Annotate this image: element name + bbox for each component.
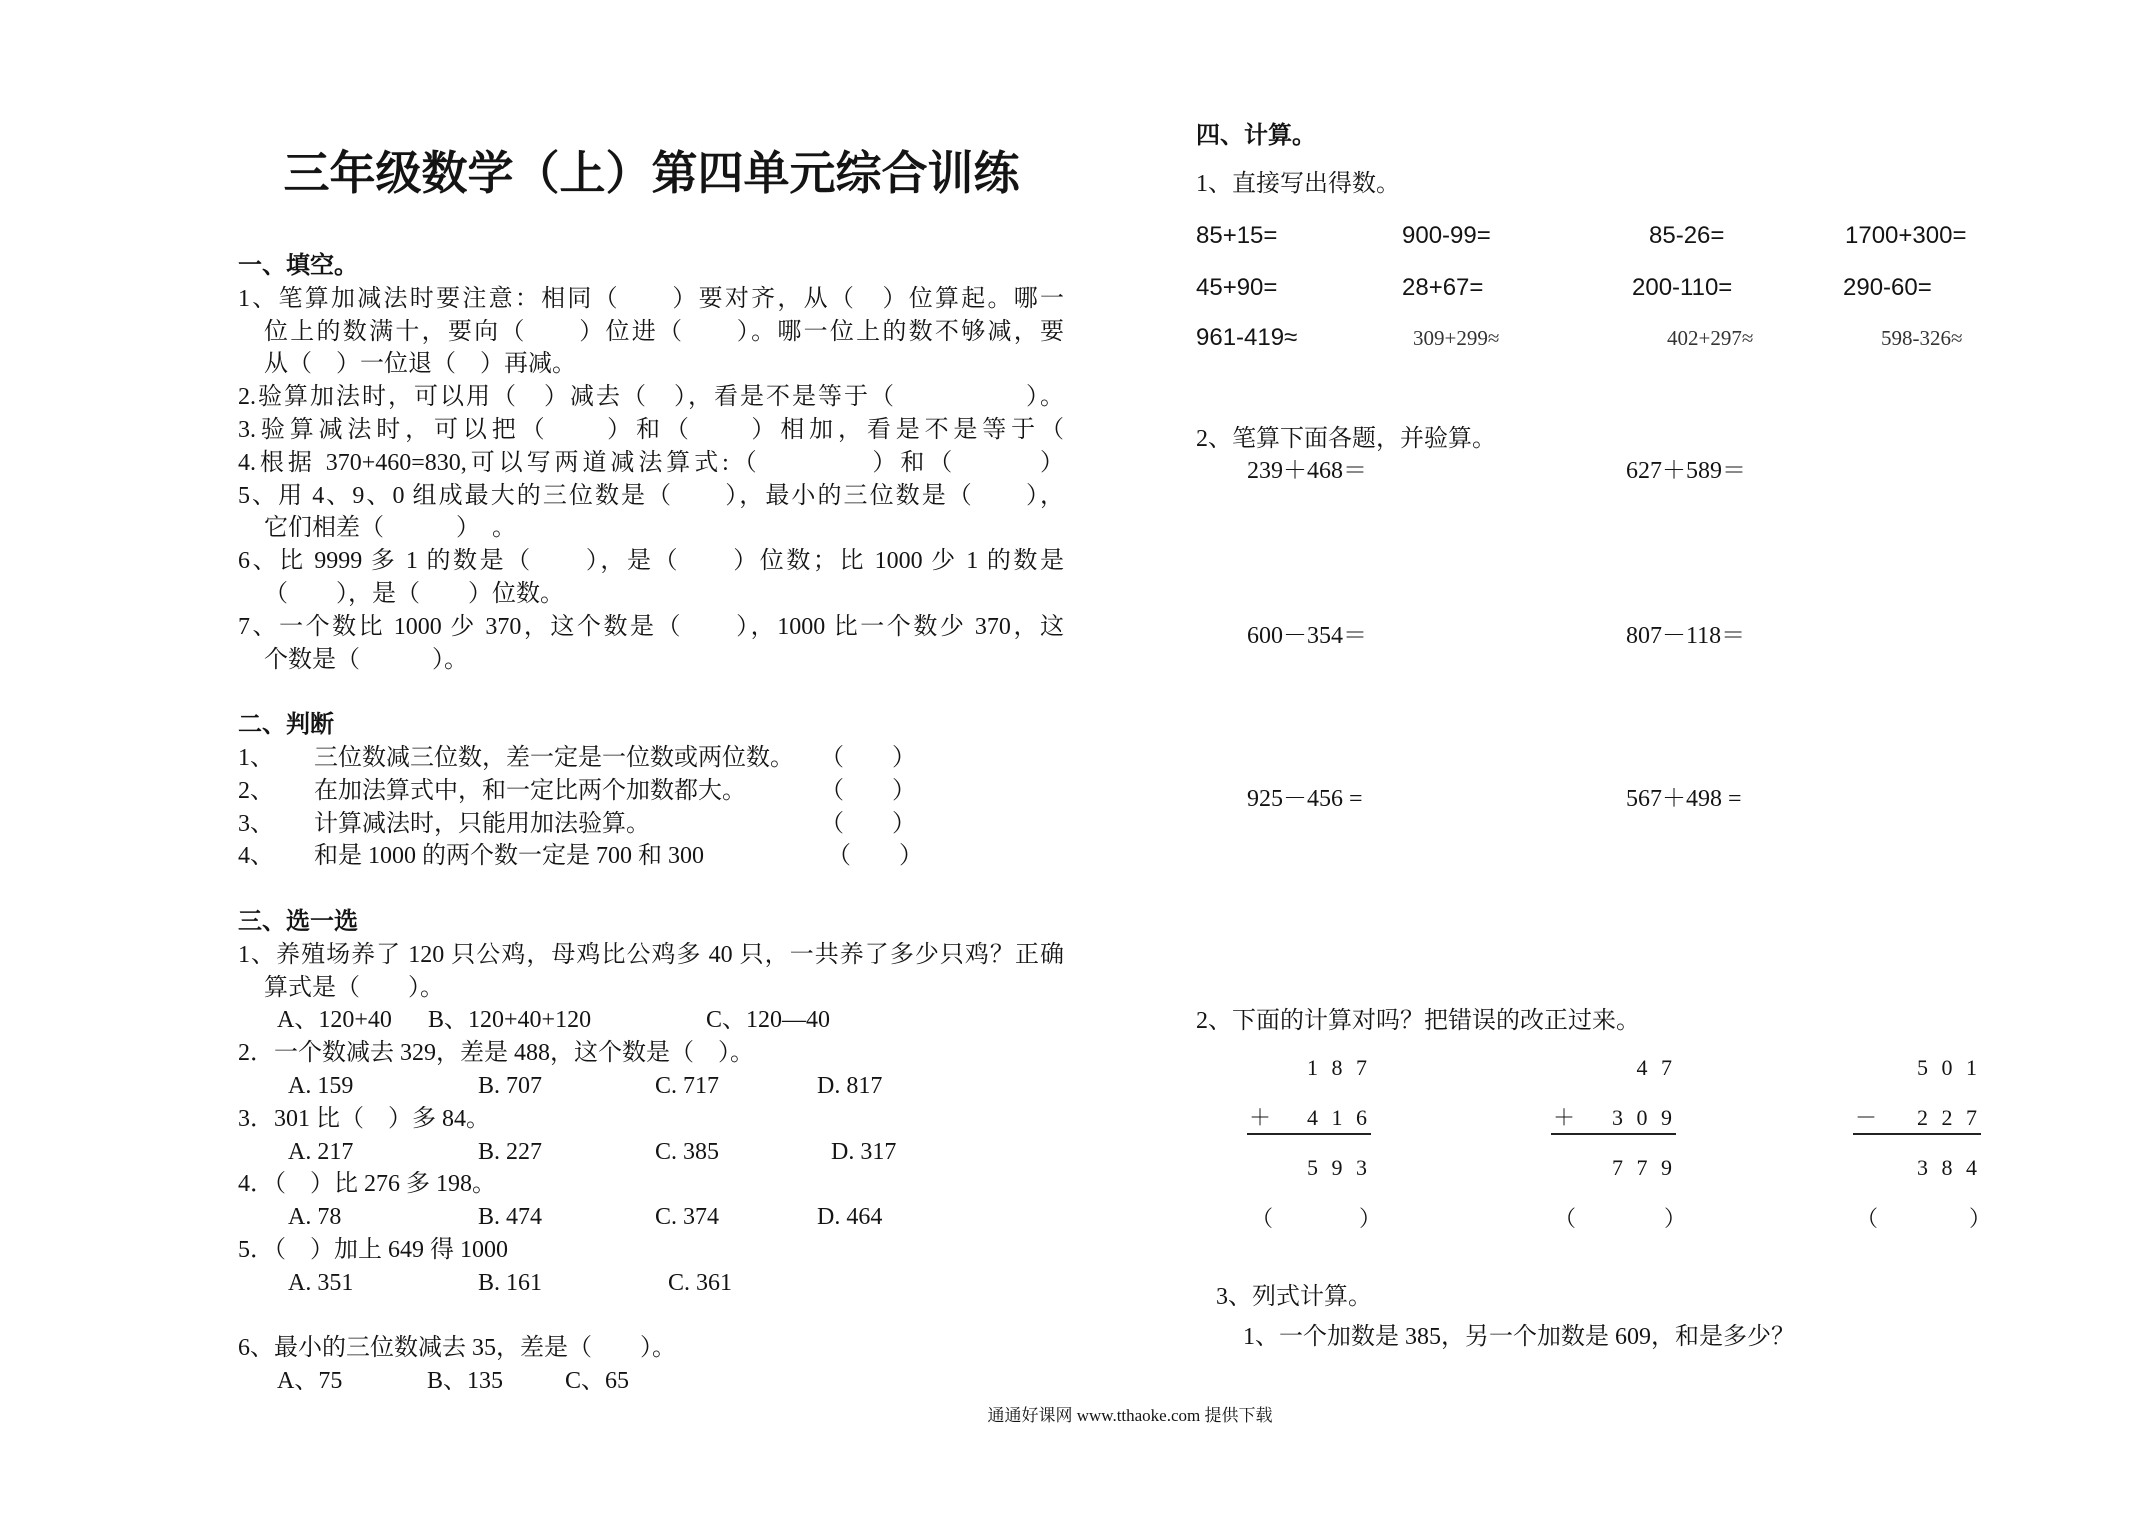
choice-option-a: A、120+40: [277, 1007, 392, 1034]
fill-line: 1、笔算加减法时要注意：相同（ ）要对齐，从（ ）位算起。哪一: [238, 285, 1064, 312]
written-calc-item: 600－354＝: [1247, 623, 1367, 649]
direct-calc-item: 200-110=: [1632, 274, 1733, 301]
check-calc-label: 2、下面的计算对吗？把错误的改正过来。: [1196, 1008, 1640, 1034]
fill-line: （ ），是（ ）位数。: [264, 580, 564, 607]
direct-calc-item: 1700+300=: [1845, 222, 1967, 249]
result-number: 5 9 3: [1307, 1155, 1371, 1180]
choice-option-a: A. 351: [288, 1269, 354, 1296]
choice-option-c: C. 717: [655, 1072, 720, 1099]
judge-item-number: 2、: [238, 777, 274, 804]
check-problem-2-operand: [1551, 1103, 1676, 1135]
choice-option-b: B、135: [427, 1368, 504, 1395]
subtrahend-number: 2 2 7: [1917, 1105, 1981, 1130]
judge-item: [238, 808, 1064, 841]
fill-line: 6、比 9999 多 1 的数是（ ），是（ ）位数；比 1000 少 1 的数是: [238, 548, 1064, 575]
choice-options-row: [238, 1267, 1064, 1300]
check-problem-3-result: [1853, 1153, 1981, 1183]
fill-line: 4.根据 370+460=830,可以写两道减法算式:（ ）和（ ）: [238, 449, 1064, 476]
direct-calc-label: 1、直接写出得数。: [1196, 171, 1400, 197]
choice-option-a: A. 78: [288, 1204, 342, 1231]
choice-option-b: B. 474: [478, 1204, 543, 1231]
check-problem-3-top: [1853, 1053, 1981, 1083]
judge-answer-bracket: （ ）: [820, 777, 916, 804]
blank-line: [238, 873, 1064, 906]
written-calc-item: 239＋468＝: [1247, 458, 1367, 484]
direct-calc-item: 45+90=: [1196, 274, 1278, 301]
fill-line: 2.验算加法时，可以用（ ）减去（ ），看是不是等于（ ）。: [238, 384, 1064, 411]
section-fill-heading: 一、填空。: [238, 253, 358, 279]
choice-question-stem: 5．（ ）加上 649 得 1000: [238, 1236, 508, 1263]
blank-line: [238, 676, 1064, 709]
choice-question-stem: 6、最小的三位数减去 35，差是（ ）。: [238, 1335, 676, 1362]
written-calc-item: 925－456 =: [1247, 786, 1363, 812]
check-problem-1-result: [1247, 1153, 1371, 1183]
direct-calc-item: 402+297≈: [1667, 326, 1754, 350]
choice-question-stem: 算式是（ ）。: [264, 974, 444, 1001]
judge-item-text: 在加法算式中，和一定比两个加数都大。: [314, 777, 746, 804]
judge-item-text: 计算减法时，只能用加法验算。: [314, 810, 650, 837]
addend-number: 4 1 6: [1307, 1105, 1371, 1130]
choice-option-b: B. 707: [478, 1072, 543, 1099]
choice-question-stem: 1、养殖场养了 120 只公鸡，母鸡比公鸡多 40 只，一共养了多少只鸡？正确: [238, 941, 1064, 968]
judge-answer-bracket: （ ）: [820, 744, 916, 771]
choice-option-c: C、120—40: [706, 1007, 831, 1034]
check-problem-3-answer-bracket: （ ）: [1856, 1206, 1991, 1231]
fill-line: 它们相差（ ） 。: [264, 515, 516, 542]
judge-answer-bracket: （ ）: [827, 843, 923, 870]
choice-option-b: B、120+40+120: [428, 1007, 592, 1034]
direct-calc-item: 309+299≈: [1413, 326, 1500, 350]
written-calc-item: 627＋589＝: [1626, 458, 1746, 484]
plus-operator: ＋: [1553, 1105, 1576, 1130]
page-footer: 通通好课网 www.tthaoke.com 提供下载: [987, 1406, 1273, 1425]
check-problem-2-answer-bracket: （ ）: [1554, 1206, 1686, 1231]
result-number: 3 8 4: [1917, 1155, 1981, 1180]
choice-option-c: C. 374: [655, 1204, 720, 1231]
minuend-number: 5 0 1: [1917, 1055, 1981, 1080]
direct-calc-item: 900-99=: [1402, 222, 1491, 249]
judge-item: [238, 742, 1064, 775]
fill-line: 从（ ）一位退（ ）再减。: [264, 351, 576, 378]
choice-option-c: C、65: [565, 1368, 630, 1395]
choice-option-d: D. 817: [817, 1072, 883, 1099]
choice-options-row: [238, 1070, 1064, 1103]
direct-calc-item: 28+67=: [1402, 274, 1484, 301]
direct-calc-item: 961-419≈: [1196, 324, 1298, 351]
minus-operator: －: [1855, 1105, 1878, 1130]
choice-question-stem: 4．（ ）比 276 多 198。: [238, 1171, 496, 1198]
direct-calc-item: 290-60=: [1843, 274, 1932, 301]
judge-item-text: 和是 1000 的两个数一定是 700 和 300: [314, 843, 704, 870]
check-problem-2-result: [1551, 1153, 1676, 1183]
fill-line: 7、一个数比 1000 少 370，这个数是（ ），1000 比一个数少 370，这: [238, 613, 1064, 640]
judge-item-number: 1、: [238, 744, 274, 771]
judge-item-number: 3、: [238, 810, 274, 837]
blank-line: [238, 1300, 1064, 1333]
choice-option-a: A. 217: [288, 1138, 354, 1165]
judge-item-number: 4、: [238, 843, 274, 870]
addend-number: 4 7: [1636, 1055, 1676, 1080]
check-problem-1-operand: [1247, 1103, 1371, 1135]
page-title: 三年级数学（上）第四单元综合训练: [283, 146, 1020, 200]
fill-line: 5、用 4、9、0 组成最大的三位数是（ ），最小的三位数是（ ），: [238, 482, 1064, 509]
written-calc-item: 807－118＝: [1626, 623, 1746, 649]
choice-option-a: A、75: [277, 1368, 343, 1395]
fill-line: 3.验算减法时，可以把（ ）和（ ）相加，看是不是等于（: [238, 416, 1064, 443]
left-column: [238, 250, 1064, 1398]
choice-question-stem: 2．一个数减去 329，差是 488，这个数是（ ）。: [238, 1040, 754, 1067]
choice-option-c: C. 385: [655, 1138, 720, 1165]
choice-options-row: [238, 1365, 1064, 1398]
direct-calc-item: 85-26=: [1649, 222, 1725, 249]
addend-number: 3 0 9: [1612, 1105, 1676, 1130]
choice-option-d: D. 317: [831, 1138, 897, 1165]
direct-calc-item: 598-326≈: [1881, 326, 1963, 350]
word-problem-label: 3、列式计算。: [1216, 1284, 1372, 1310]
choice-options-row: [238, 1201, 1064, 1234]
word-problem-item: 1、一个加数是 385，另一个加数是 609，和是多少？: [1243, 1324, 1795, 1350]
fill-line: 位上的数满十，要向（ ）位进（ ）。哪一位上的数不够减，要: [264, 318, 1064, 345]
judge-item-text: 三位数减三位数，差一定是一位数或两位数。: [314, 744, 794, 771]
choice-question-stem: 3．301 比（ ）多 84。: [238, 1105, 490, 1132]
choice-option-b: B. 227: [478, 1138, 543, 1165]
choice-option-a: A. 159: [288, 1072, 354, 1099]
choice-options-row: [238, 1136, 1064, 1169]
written-calc-item: 567＋498 =: [1626, 786, 1742, 812]
check-problem-1-answer-bracket: （ ）: [1251, 1206, 1381, 1231]
section-judge-heading: 二、判断: [238, 712, 334, 739]
result-number: 7 7 9: [1612, 1155, 1676, 1180]
choice-option-c: C. 361: [668, 1269, 733, 1296]
judge-item: [238, 840, 1064, 873]
choice-option-b: B. 161: [478, 1269, 543, 1296]
judge-answer-bracket: （ ）: [820, 810, 916, 837]
direct-calc-item: 85+15=: [1196, 222, 1278, 249]
choice-options-row: [238, 1004, 1064, 1037]
section-calc-heading: 四、计算。: [1196, 123, 1316, 149]
choice-option-d: D. 464: [817, 1204, 883, 1231]
written-calc-label: 2、笔算下面各题，并验算。: [1196, 426, 1496, 452]
check-problem-1-top: [1247, 1053, 1371, 1083]
addend-number: 1 8 7: [1307, 1055, 1371, 1080]
check-problem-3-operand: [1853, 1103, 1981, 1135]
fill-line: 个数是（ ）。: [264, 646, 468, 673]
plus-operator: ＋: [1249, 1105, 1272, 1130]
check-problem-2-top: [1551, 1053, 1676, 1083]
section-choose-heading: 三、选一选: [238, 908, 358, 935]
judge-item: [238, 775, 1064, 808]
